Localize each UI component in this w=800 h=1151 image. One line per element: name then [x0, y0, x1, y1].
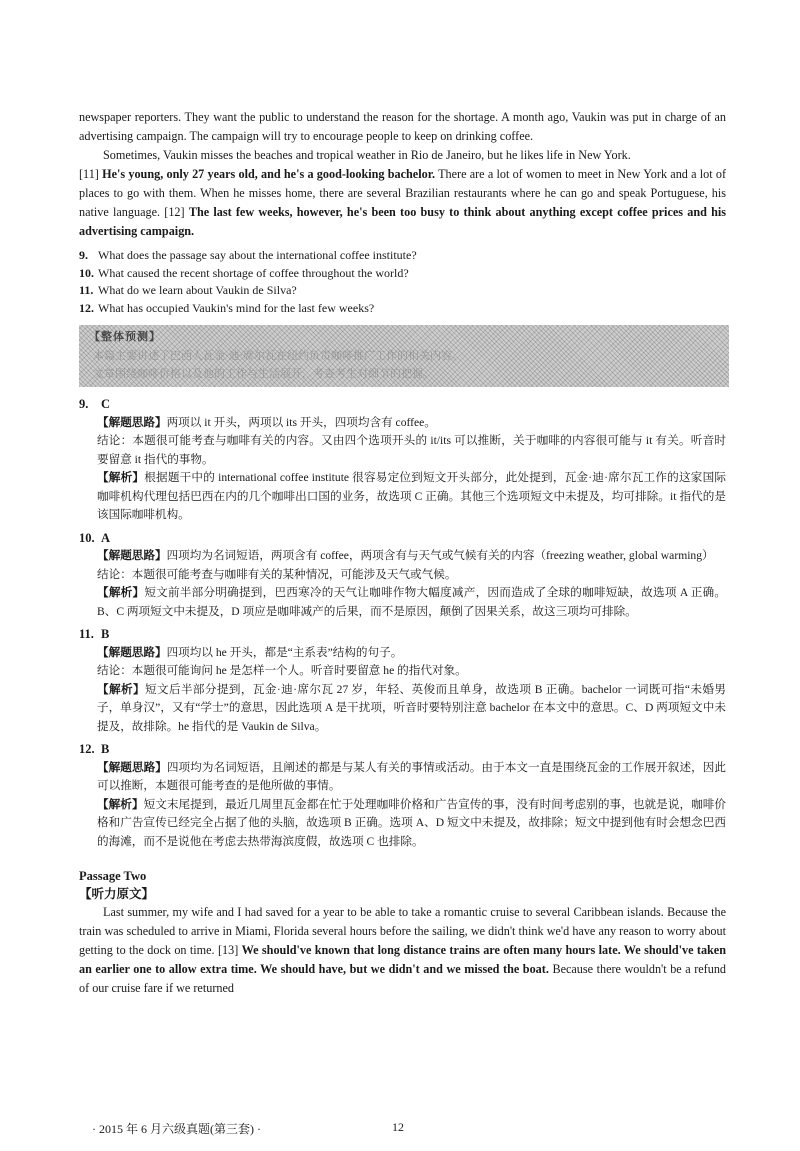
answer-heading [79, 395, 726, 414]
key-sentence: We should've known that long distance trains are often many hours late. We should've taken an earlier one to allow extra time. We should have, but we didn't and we missed the boat. [79, 943, 726, 976]
paragraph-text: Sometimes, Vaukin misses the beaches and tropical weather in Rio de Janeiro, but he likes life in New York. [103, 148, 631, 162]
passage-title: Passage Two [79, 869, 147, 883]
answer-block [79, 529, 726, 622]
question-list [79, 247, 726, 317]
explanation-section [79, 469, 726, 525]
section-text: 根据题干中的 international coffee institute 很容易定位到短文开头部分，此处提到，瓦金·迪·席尔瓦工作的这家国际咖啡机构代理包括巴西在内的几个咖啡出口国的业务，故选项 C 正确。其他三个选项短文中未提及，均可排除。it 指代的是该国际咖啡机构。 [97, 471, 726, 521]
answer-number: 12. [79, 742, 95, 756]
key-sentence: He's young, only 27 years old, and he's a good-looking bachelor. [102, 167, 436, 181]
page-footer: · 2015 年 6 月六级真题(第三套) · [92, 1122, 261, 1136]
section-text: 两项以 it 开头，两项以 its 开头，四项均含有 coffee。 [166, 415, 436, 429]
section-text: 四项均以 he 开头，都是“主系表”结构的句子。 [166, 645, 403, 659]
answer-heading [79, 529, 726, 548]
paragraph-text: There are a lot of women to meet in New York and a lot of places to go with them. When he misses home, there are several Brazilian restaurants where he can go and speak Portuguese, his native language. [79, 167, 727, 219]
section-text: 四项均为名词短语，且阐述的都是与某人有关的事情或活动。由于本文一直是围绕瓦金的工作展开叙述，因此可以推断，本题很可能考查的是他所做的事情。 [97, 760, 726, 792]
answer-number: 11. [79, 627, 94, 641]
question-number: 9. [79, 248, 88, 262]
question-item [79, 282, 726, 300]
question-item [79, 247, 726, 265]
explanation-section [79, 662, 726, 681]
answer-letter: B [101, 627, 110, 641]
prediction-banner [79, 325, 729, 387]
page-number: 12 [392, 1120, 404, 1134]
answer-block [79, 740, 726, 851]
answer-block [79, 395, 726, 525]
question-marker: [11] [79, 167, 99, 181]
answer-letter: B [101, 742, 110, 756]
passage-paragraph [79, 146, 726, 241]
question-marker: [12] [164, 205, 185, 219]
answer-letter: C [101, 397, 111, 411]
paragraph-text: Last summer, my wife and I had saved for a year to be able to take a romantic cruise to several Caribbean islands. Because the train was scheduled to arrive in Miami, Florida several hours before the sailing, we didn't think we'd have any reason to worry about getting to the dock on time. [79, 905, 726, 957]
explanation-section [79, 414, 726, 433]
answer-letter: A [101, 530, 111, 545]
section-label: 【解题思路】 [97, 549, 167, 562]
question-text: What caused the recent shortage of coffee throughout the world? [98, 265, 409, 280]
explanation-section [79, 759, 726, 796]
question-text: What do we learn about Vaukin de Silva? [98, 283, 297, 297]
question-number: 10. [79, 265, 94, 280]
question-item [79, 265, 726, 283]
section-text: 短文末尾提到，最近几周里瓦金都在忙于处理咖啡价格和广告宣传的事，没有时间考虑别的事，也就是说，咖啡价格和广告宣传已经完全占据了他的头脑，故选项 B 正确。选项 A、D 短文中未提及，故排除；短文中提到他有时会想念巴西的海滩，而不是说他在考虑去热带海滨度假，故选项 C 也排除。 [97, 797, 726, 848]
banner-line: 文章围绕咖啡价格以及他的工作与生活展开，考查考生对细节的把握。 [93, 367, 434, 380]
question-marker: [13] [217, 943, 239, 957]
section-label: 【解析】 [97, 586, 145, 599]
explanation-section [79, 644, 726, 663]
original-text-label: 【听力原文】 [79, 887, 155, 901]
explanation-section [79, 432, 726, 469]
section-label: 【解析】 [97, 682, 145, 696]
explanation-section [79, 681, 726, 737]
answer-heading [79, 625, 726, 644]
explanation-section [79, 547, 726, 566]
section-text: 短文后半部分提到，瓦金·迪·席尔瓦 27 岁，年轻、英俊而且单身，故选项 B 正确。bachelor 一词既可指“未婚男子，单身汉”，又有“学士”的意思，因此选项 A 是干扰项，听音时要特别注意 bachelor 在本文中的意思。C、D 两项短文中未提及，故排除。he 指代的是 Vaukin de Silva。 [97, 682, 726, 733]
question-item [79, 300, 726, 318]
answer-number: 10. [79, 530, 95, 545]
explanation-section [79, 584, 726, 621]
explanation-section [79, 796, 726, 852]
answer-number: 9. [79, 397, 89, 411]
answer-heading [79, 740, 726, 759]
section-text: 结论：本题很可能考查与咖啡有关的某种情况，可能涉及天气或气候。 [97, 567, 457, 581]
answer-block [79, 625, 726, 736]
question-number: 12. [79, 300, 94, 315]
section-label: 【解题思路】 [97, 645, 167, 659]
key-sentence: The last few weeks, however, he's been too busy to think about anything except coffee prices and his advertising campaign. [79, 205, 727, 238]
section-label: 【解题思路】 [97, 415, 167, 429]
explanation-section [79, 566, 726, 585]
paragraph-text: Because there wouldn't be a refund of our cruise fare if we returned [79, 962, 727, 995]
section-text: 四项均为名词短语，两项含有 coffee，两项含有与天气或气候有关的内容（freezing weather, global warming） [166, 549, 714, 562]
passage-paragraph [79, 903, 726, 998]
banner-title: 【整体预测】 [89, 331, 161, 343]
question-text: What has occupied Vaukin's mind for the last few weeks? [98, 300, 375, 315]
question-number: 11. [79, 283, 94, 297]
section-text: 结论：本题很可能考查与咖啡有关的内容。又由四个选项开头的 it/its 可以推断，关于咖啡的内容很可能与 it 有关。听音时要留意 it 指代的事物。 [97, 434, 726, 466]
question-text: What does the passage say about the international coffee institute? [98, 248, 417, 262]
section-label: 【解析】 [97, 471, 145, 484]
section-label: 【解题思路】 [97, 760, 167, 774]
section-label: 【解析】 [97, 797, 144, 811]
passage-paragraph: newspaper reporters. They want the public to understand the reason for the shortage. A month ago, Vaukin was put in charge of an advertising campaign. The campaign will try to encourage people to keep on drinking coffee. [79, 110, 726, 143]
banner-line: 本篇主要讲述了巴西人瓦金·迪·席尔瓦在纽约负责咖啡推广工作的相关内容。 [93, 349, 463, 362]
section-text: 短文前半部分明确提到，巴西寒冷的天气让咖啡作物大幅度减产，因而造成了全球的咖啡短缺，故选项 A 正确。B、C 两项短文中未提及，D 项应是咖啡减产的后果，而不是原因，颠倒了因果关系，故这三项均可排除。 [97, 586, 726, 618]
section-text: 结论：本题很可能询问 he 是怎样一个人。听音时要留意 he 的指代对象。 [97, 664, 467, 677]
answer-explanations [79, 395, 726, 851]
